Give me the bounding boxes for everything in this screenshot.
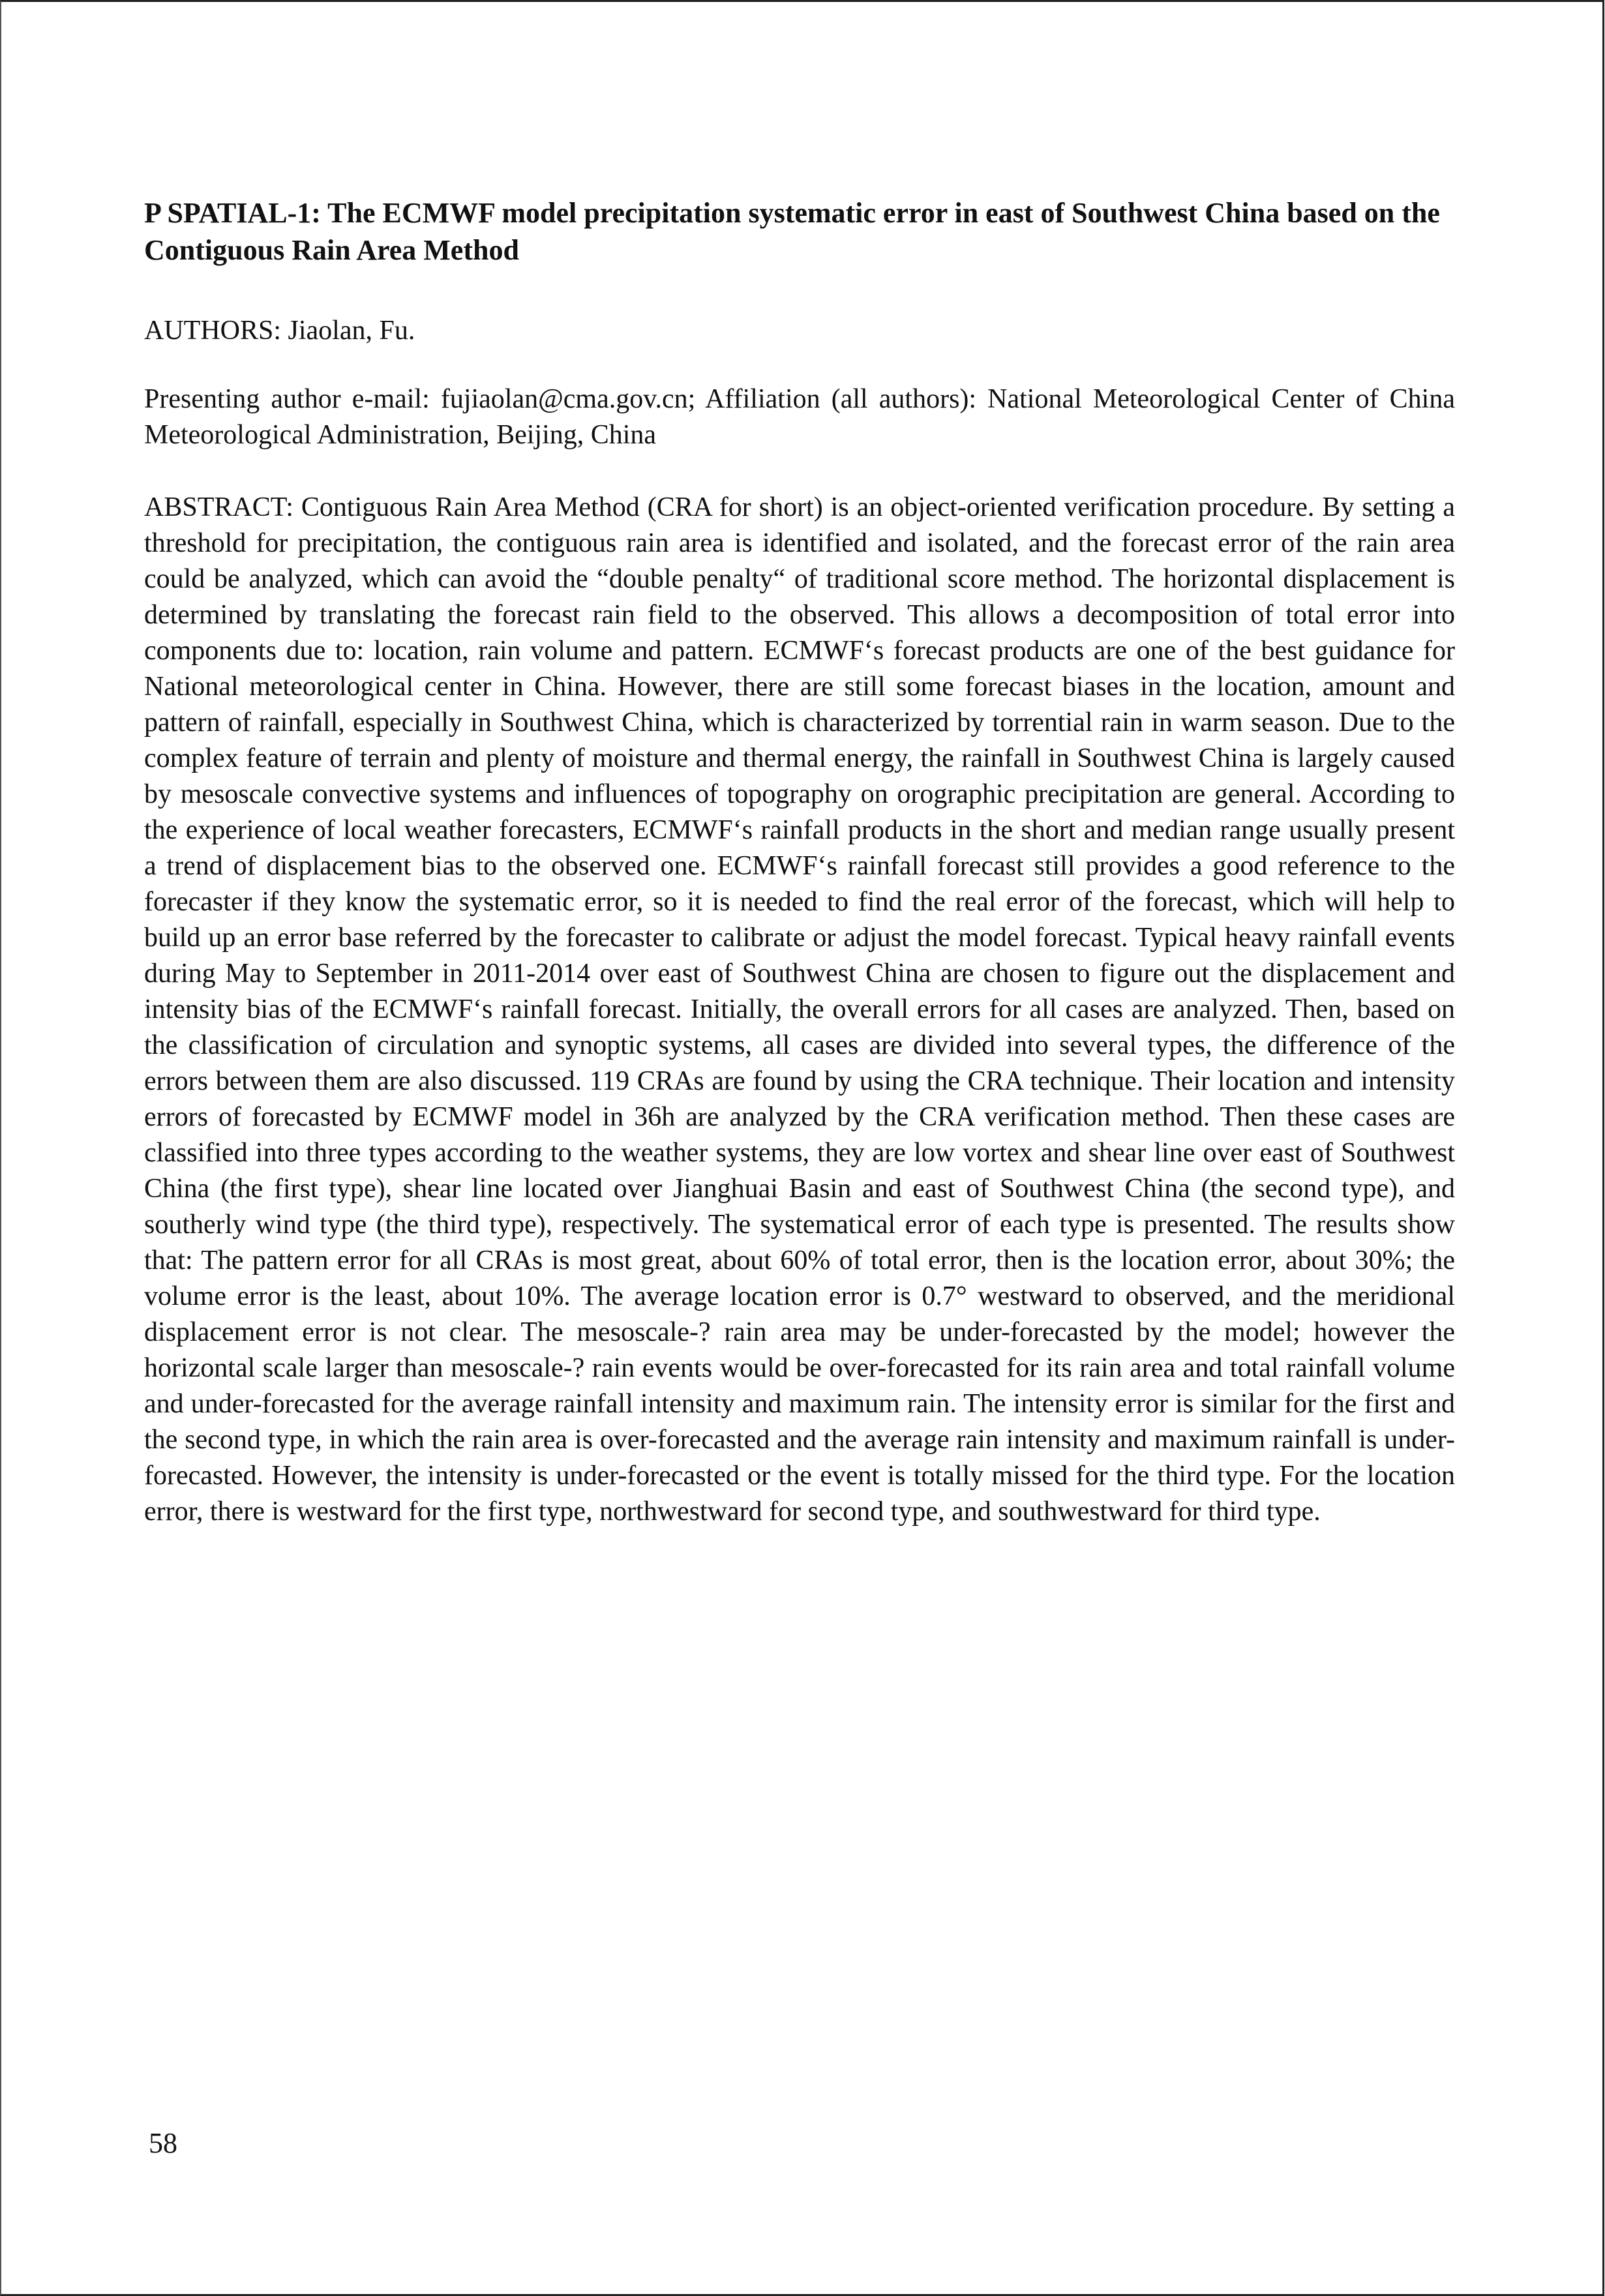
page-number: 58 — [149, 2127, 177, 2159]
abstract-page — [144, 194, 1455, 1530]
abstract-text: ABSTRACT: Contiguous Rain Area Method (CRA for short) is an object-oriented verification procedure. By setting a threshold for precipitation, the contiguous rain area is identified and isolated, and the forecast error of the rain area could be analyzed, which can avoid the “double penalty“ of traditional score method. The horizontal displacement is determined by translating the forecast rain field to the observed. This allows a decomposition of total error into components due to: location, rain volume and pattern. ECMWF‘s forecast products are one of the best guidance for National meteorological center in China. However, there are still some forecast biases in the location, amount and pattern of rainfall, especially in Southwest China, which is characterized by torrential rain in warm season. Due to the complex feature of terrain and plenty of moisture and thermal energy, the rainfall in Southwest China is largely caused by mesoscale convective systems and influences of topography on orographic precipitation are general. According to the experience of local weather forecasters, ECMWF‘s rainfall products in the short and median range usually present a trend of displacement bias to the observed one. ECMWF‘s rainfall forecast still provides a good reference to the forecaster if they know the systematic error, so it is needed to find the real error of the forecast, which will help to build up an error base referred by the forecaster to calibrate or adjust the model forecast. Typical heavy rainfall events during May to September in 2011-2014 over east of Southwest China are chosen to figure out the displacement and intensity bias of the ECMWF‘s rainfall forecast. Initially, the overall errors for all cases are analyzed. Then, based on the classification of circulation and synoptic systems, all cases are divided into several types, the difference of the errors between them are also discussed. 119 CRAs are found by using the CRA technique. Their location and intensity errors of forecasted by ECMWF model in 36h are analyzed by the CRA verification method. Then these cases are classified into three types according to the weather systems, they are low vortex and shear line over east of Southwest China (the first type), shear line located over Jianghuai Basin and east of Southwest China (the second type), and southerly wind type (the third type), respectively. The systematical error of each type is presented. The results show that: The pattern error for all CRAs is most great, about 60% of total error, then is the location error, about 30%; the volume error is the least, about 10%. The average location error is 0.7° westward to observed, and the meridional displacement error is not clear. The mesoscale-? rain area may be under-forecasted by the model; however the horizontal scale larger than mesoscale-? rain events would be over-forecasted for its rain area and total rainfall volume and under-forecasted for the average rainfall intensity and maximum rain. The intensity error is similar for the first and the second type, in which the rain area is over-forecasted and the average rain intensity and maximum rainfall is under-forecasted. However, the intensity is under-forecasted or the event is totally missed for the third type. For the location error, there is westward for the first type, northwestward for second type, and southwestward for third type. — [144, 492, 1455, 1527]
authors-line: AUTHORS: Jiaolan, Fu. — [144, 316, 415, 346]
paper-title: P SPATIAL-1: The ECMWF model precipitation systematic error in east of Southwest China based on the Contiguous Rain Area Method — [144, 197, 1440, 266]
contact-affiliation: Presenting author e-mail: fujiaolan@cma.gov.cn; Affiliation (all authors): National Meteorological Center of China Meteorological Administration, Beijing, China — [144, 384, 1455, 450]
